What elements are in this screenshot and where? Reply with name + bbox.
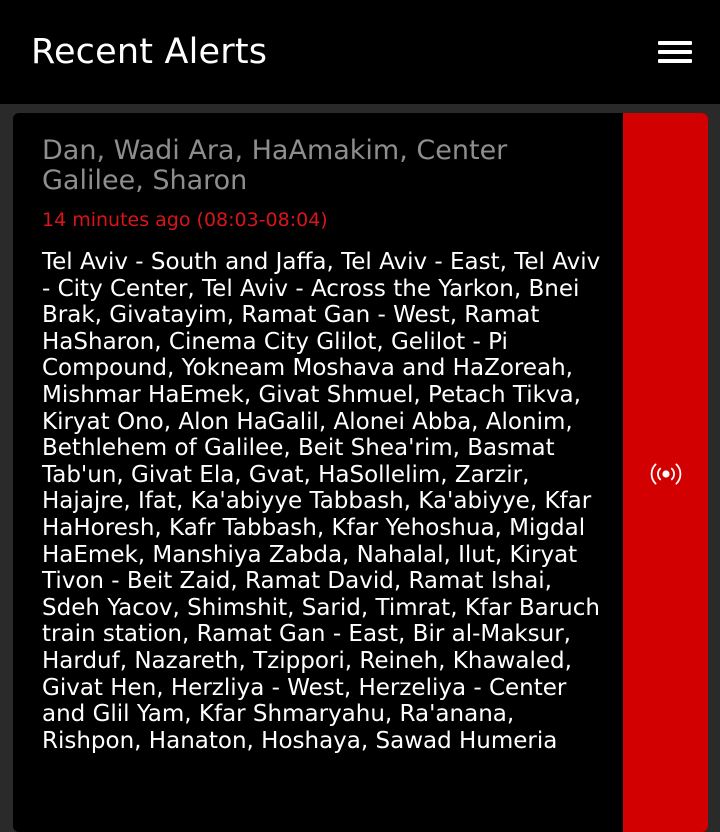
- menu-line: [658, 41, 692, 45]
- alert-cities: Tel Aviv - South and Jaffa, Tel Aviv - East, Tel Aviv - City Center, Tel Aviv - Across the Yarkon, Bnei Brak, Givatayim, Ramat Gan - West, Ramat HaSharon, Cinema City Glilot, Gelilot - Pi Compound, Yokneam Moshava and HaZoreah, Mishmar HaEmek, Givat Shmuel, Petach Tikva, Kiryat Ono, Alon HaGalil, Alonei Abba, Alonim, Bethlehem of Galilee, Beit Shea'rim, Basmat Tab'un, Givat Ela, Gvat, HaSollelim, Zarzir, Hajajre, Ifat, Ka'abiyye Tabbash, Ka'abiyye, Kfar HaHoresh, Kafr Tabbash, Kfar Yehoshua, Migdal HaEmek, Manshiya Zabda, Nahalal, Ilut, Kiryat Tivon - Beit Zaid, Ramat David, Ramat Ishai, Sdeh Yacov, Shimshit, Sarid, Timrat, Kfar Baruch train station, Ramat Gan - East, Bir al-Maksur, Harduf, Nazareth, Tzippori, Reineh, Khawaled, Givat Hen, Herzliya - West, Herzeliya - Center and Glil Yam, Kfar Shmaryahu, Ra'anana, Rishpon, Hanaton, Hoshaya, Sawad Humeria: [42, 249, 601, 754]
- alert-body: [13, 113, 623, 832]
- broadcast-icon: [645, 461, 687, 487]
- alert-card[interactable]: [13, 113, 708, 832]
- hamburger-menu-icon[interactable]: [658, 38, 694, 66]
- alert-side-panel[interactable]: [623, 113, 708, 832]
- menu-line: [658, 59, 692, 63]
- alert-regions: Dan, Wadi Ara, HaAmakim, Center Galilee, Sharon: [42, 135, 508, 196]
- page-title: Recent Alerts: [31, 32, 268, 72]
- app-bar: [0, 0, 720, 104]
- alert-time: 14 minutes ago (08:03-08:04): [42, 209, 328, 231]
- menu-line: [658, 50, 692, 54]
- alerts-list: [0, 104, 720, 832]
